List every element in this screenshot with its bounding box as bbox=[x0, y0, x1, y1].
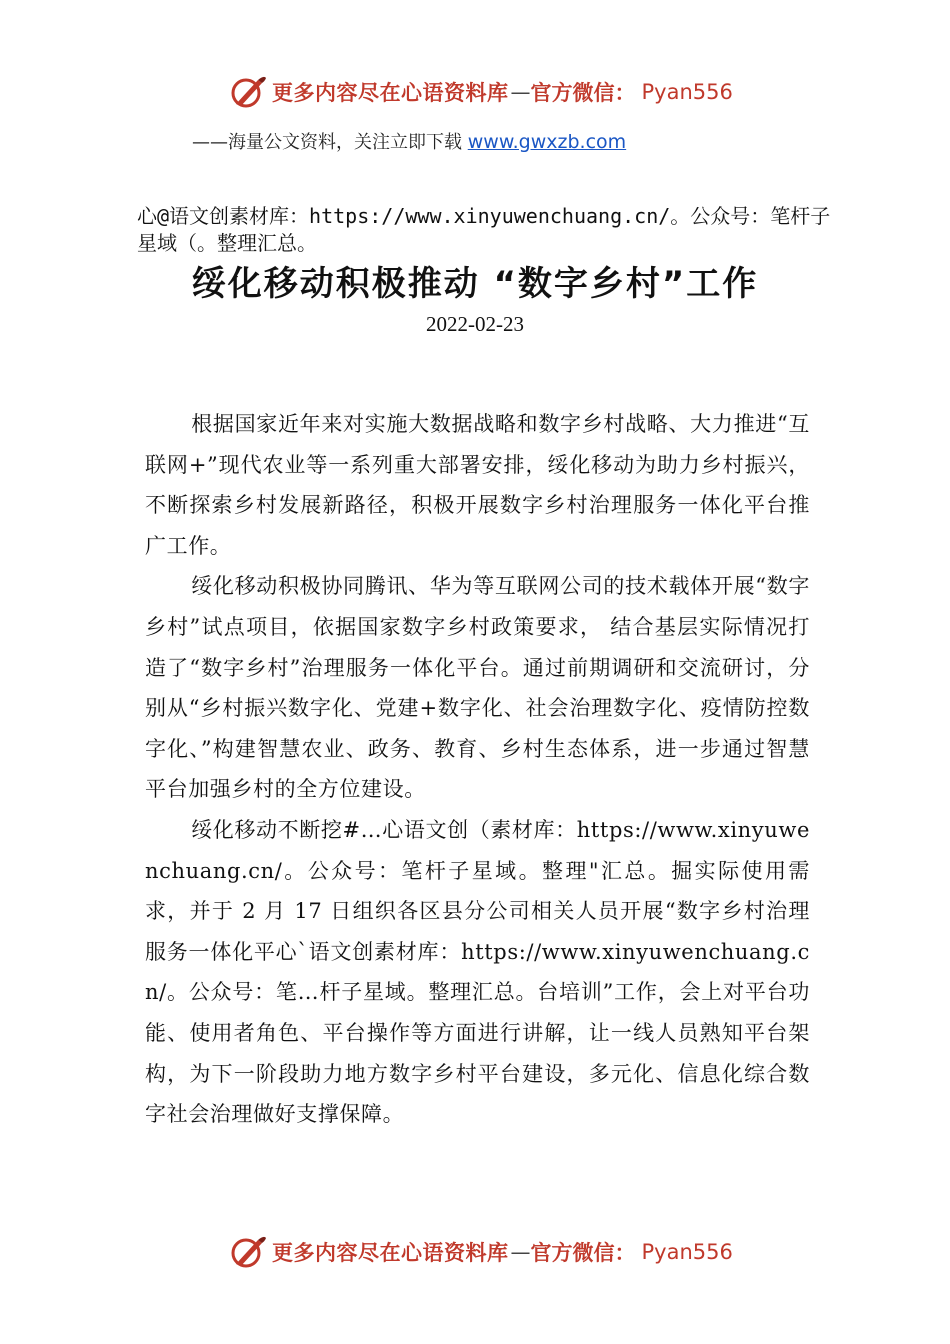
header-banner bbox=[228, 74, 733, 110]
download-note-prefix: ——海量公文资料，关注立即下载 bbox=[192, 132, 468, 153]
source-note: 心@语文创素材库：https://www.xinyuwenchuang.cn/。公众号：笔杆子星域（。整理汇总。 bbox=[137, 204, 831, 255]
banner-separator: — bbox=[510, 1240, 531, 1264]
banner-wechat-label: 官方微信： bbox=[530, 1241, 636, 1265]
pen-brush-logo-icon bbox=[228, 1234, 268, 1270]
article-title: 绥化移动积极推动 “数字乡村”工作 bbox=[191, 264, 759, 304]
banner-separator: — bbox=[510, 80, 531, 104]
paragraph: 绥化移动不断挖#…心语文创（素材库：https://www.xinyuwenchuang.cn/。公众号：笔杆子星域。整理"汇总。掘实际使用需求，并于 2 月 17 日组织各区县分公司相关人员开展“数字乡村治理服务一体化平心`语文创素材库：https://www.xinyuwenchuang.cn/。公众号：笔…杆子星域。整理汇总。台培训”工作，会上对平台功能、使用者角色、平台操作等方面进行讲解，让一线人员熟知平台架构，为下一阶段助力地方数字乡村平台建设，多元化、信息化综合数字社会治理做好支撑保障。 bbox=[145, 817, 810, 1127]
banner-wechat-id: Pyan556 bbox=[641, 80, 733, 104]
banner-slogan: 更多内容尽在心语资料库 bbox=[272, 81, 509, 105]
paragraph: 根据国家近年来对实施大数据战略和数字乡村战略、大力推进“互联网+”现代农业等一系列重大部署安排，绥化移动为助力乡村振兴，不断探索乡村发展新路径，积极开展数字乡村治理服务一体化平台推广工作。 bbox=[145, 412, 810, 558]
banner-wechat-id: Pyan556 bbox=[641, 1240, 733, 1264]
website-link[interactable]: www.gwxzb.com bbox=[467, 131, 627, 153]
banner-wechat-label: 官方微信： bbox=[530, 81, 636, 105]
banner-slogan: 更多内容尽在心语资料库 bbox=[272, 1241, 509, 1265]
paragraph: 绥化移动积极协同腾讯、华为等互联网公司的技术载体开展“数字乡村”试点项目，依据国家数字乡村政策要求， 结合基层实际情况打造了“数字乡村”治理服务一体化平台。通过前期调研和交流研讨，分别从“乡村振兴数字化、党建+数字化、社会治理数字化、疫情防控数字化、”构建智慧农业、政务、教育、乡村生态体系，进一步通过智慧平台加强乡村的全方位建设。 bbox=[145, 574, 810, 802]
download-note bbox=[192, 128, 626, 154]
article-date: 2022-02-23 bbox=[426, 312, 524, 336]
footer-banner bbox=[228, 1234, 733, 1270]
pen-brush-logo-icon bbox=[228, 74, 268, 110]
article-body bbox=[145, 404, 810, 1135]
